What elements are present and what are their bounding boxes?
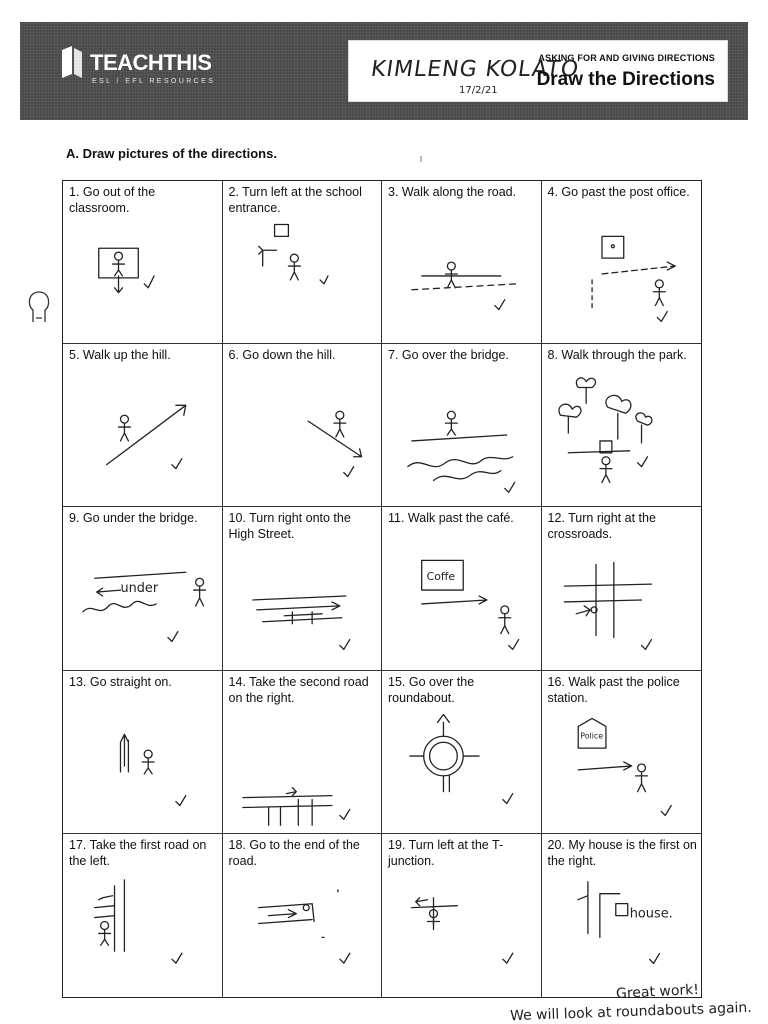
drawing-walk-road: [382, 181, 541, 343]
direction-text: 17. Take the first road on the left.: [69, 837, 207, 868]
direction-text: 16. Walk past the police station.: [547, 674, 680, 705]
drawing-walk-uphill: [63, 344, 222, 506]
direction-text: 1. Go out of the classroom.: [69, 185, 156, 215]
title-box: [348, 40, 728, 102]
margin-doodle: [24, 288, 54, 328]
direction-text: 8. Walk through the park.: [547, 348, 687, 363]
direction-text: 5. Walk up the hill.: [69, 348, 171, 363]
drawing-past-cafe: [382, 507, 541, 669]
direction-text: 14. Take the second road on the right.: [228, 674, 369, 705]
directions-grid: [62, 180, 702, 998]
drawing-through-park: [542, 344, 702, 506]
drawing-police-station: [542, 671, 702, 833]
direction-cell-2: [223, 181, 383, 344]
direction-text: 11. Walk past the café.: [388, 511, 514, 526]
drawing-post-office: [542, 181, 702, 343]
direction-text: 19. Turn left at the T-junction.: [388, 837, 504, 868]
drawing-under-bridge: [63, 507, 222, 669]
worksheet-header: [20, 22, 748, 120]
direction-cell-12: [542, 507, 702, 670]
teacher-comment-great-work: Great work!: [615, 981, 700, 1003]
direction-text: 13. Go straight on.: [69, 674, 172, 689]
direction-text: 12. Turn right at the crossroads.: [547, 511, 656, 542]
drawing-t-junction: [382, 834, 541, 997]
direction-cell-9: [63, 507, 223, 670]
drawing-turn-left: [223, 181, 382, 343]
stray-mark: [420, 156, 422, 162]
drawing-leave-classroom: [63, 181, 222, 343]
drawing-roundabout: [382, 671, 541, 833]
drawing-over-bridge: [382, 344, 541, 506]
direction-cell-3: [382, 181, 542, 344]
direction-cell-6: [223, 344, 383, 507]
direction-cell-15: [382, 671, 542, 834]
direction-cell-17: [63, 834, 223, 997]
drawing-end-of-road: [223, 834, 382, 997]
section-title: A. Draw pictures of the directions.: [66, 146, 277, 161]
drawing-label-house: house.: [629, 906, 673, 922]
drawing-label-coffee: Coffe: [426, 570, 456, 584]
direction-text: 2. Turn left at the school entrance.: [228, 185, 362, 215]
worksheet-topic: ASKING FOR AND GIVING DIRECTIONS: [538, 53, 715, 63]
drawing-my-house: [542, 834, 702, 997]
direction-text: 9. Go under the bridge.: [69, 511, 198, 526]
direction-cell-4: [542, 181, 702, 344]
direction-cell-5: [63, 344, 223, 507]
direction-cell-8: [542, 344, 702, 507]
drawing-label-police: Police: [579, 730, 603, 740]
direction-cell-19: [382, 834, 542, 997]
book-icon: [58, 46, 84, 80]
direction-cell-7: [382, 344, 542, 507]
direction-cell-11: [382, 507, 542, 670]
direction-cell-18: [223, 834, 383, 997]
direction-text: 10. Turn right onto the High Street.: [228, 511, 351, 542]
drawing-second-right: [223, 671, 382, 833]
direction-text: 15. Go over the roundabout.: [388, 674, 475, 705]
worksheet-title: Draw the Directions: [536, 69, 715, 90]
direction-text: 7. Go over the bridge.: [388, 348, 509, 363]
brand-subtitle: ESL / EFL RESOURCES: [92, 78, 216, 85]
direction-cell-13: [63, 671, 223, 834]
drawing-straight-on: [63, 671, 222, 833]
direction-cell-20: [542, 834, 702, 997]
direction-text: 6. Go down the hill.: [228, 348, 336, 363]
drawing-label-under: under: [120, 581, 159, 597]
drawing-first-left: [63, 834, 222, 997]
direction-cell-10: [223, 507, 383, 670]
drawing-walk-downhill: [223, 344, 382, 506]
direction-text: 3. Walk along the road.: [388, 185, 517, 199]
direction-text: 20. My house is the first on the right.: [547, 837, 697, 868]
brand-name: TEACHTHIS: [90, 50, 212, 75]
student-date: 17/2/21: [459, 85, 498, 96]
drawing-turn-right-high-street: [223, 507, 382, 669]
direction-text: 18. Go to the end of the road.: [228, 837, 360, 868]
direction-cell-14: [223, 671, 383, 834]
direction-text: 4. Go past the post office.: [547, 185, 690, 199]
drawing-crossroads: [542, 507, 702, 669]
direction-cell-1: [63, 181, 223, 344]
student-name: KIMLENG KOLATO: [369, 57, 581, 82]
teacher-comment-roundabouts: We will look at roundabouts again.: [509, 999, 753, 1024]
direction-cell-16: [542, 671, 702, 834]
